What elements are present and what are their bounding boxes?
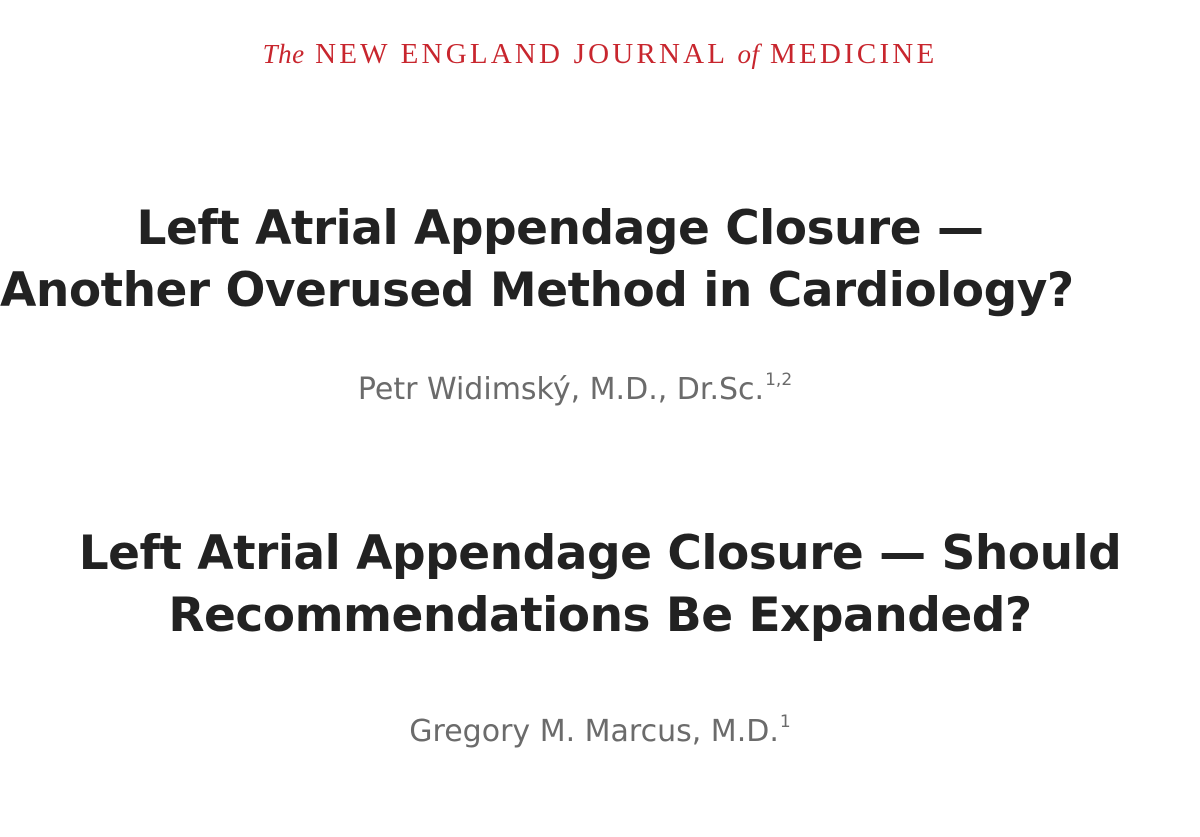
article-1-title-line-2: Another Overused Method in Cardiology?: [0, 263, 1074, 318]
article-2-title: [0, 523, 1200, 647]
article-1-title-line-1: Left Atrial Appendage Closure —: [136, 201, 984, 256]
masthead-of: of: [737, 39, 760, 69]
article-2-title-line-2: Recommendations Be Expanded?: [168, 588, 1032, 643]
article-1-title: [0, 198, 1200, 322]
article-1-author: [0, 370, 1200, 407]
masthead-the: The: [262, 39, 305, 69]
masthead-name-part1: NEW ENGLAND JOURNAL: [315, 38, 728, 70]
article-2-author-name: Gregory M. Marcus, M.D.: [409, 714, 779, 749]
article-1-author-name: Petr Widimský, M.D., Dr.Sc.: [357, 372, 765, 407]
article-1-author-affiliations: 1,2: [765, 370, 793, 390]
masthead-name-part2: MEDICINE: [770, 38, 938, 70]
article-2-author-affiliations: 1: [779, 712, 791, 732]
article-2-title-line-1: Left Atrial Appendage Closure — Should: [78, 526, 1122, 581]
journal-masthead: [0, 38, 1200, 71]
article-2-author: [0, 712, 1200, 749]
